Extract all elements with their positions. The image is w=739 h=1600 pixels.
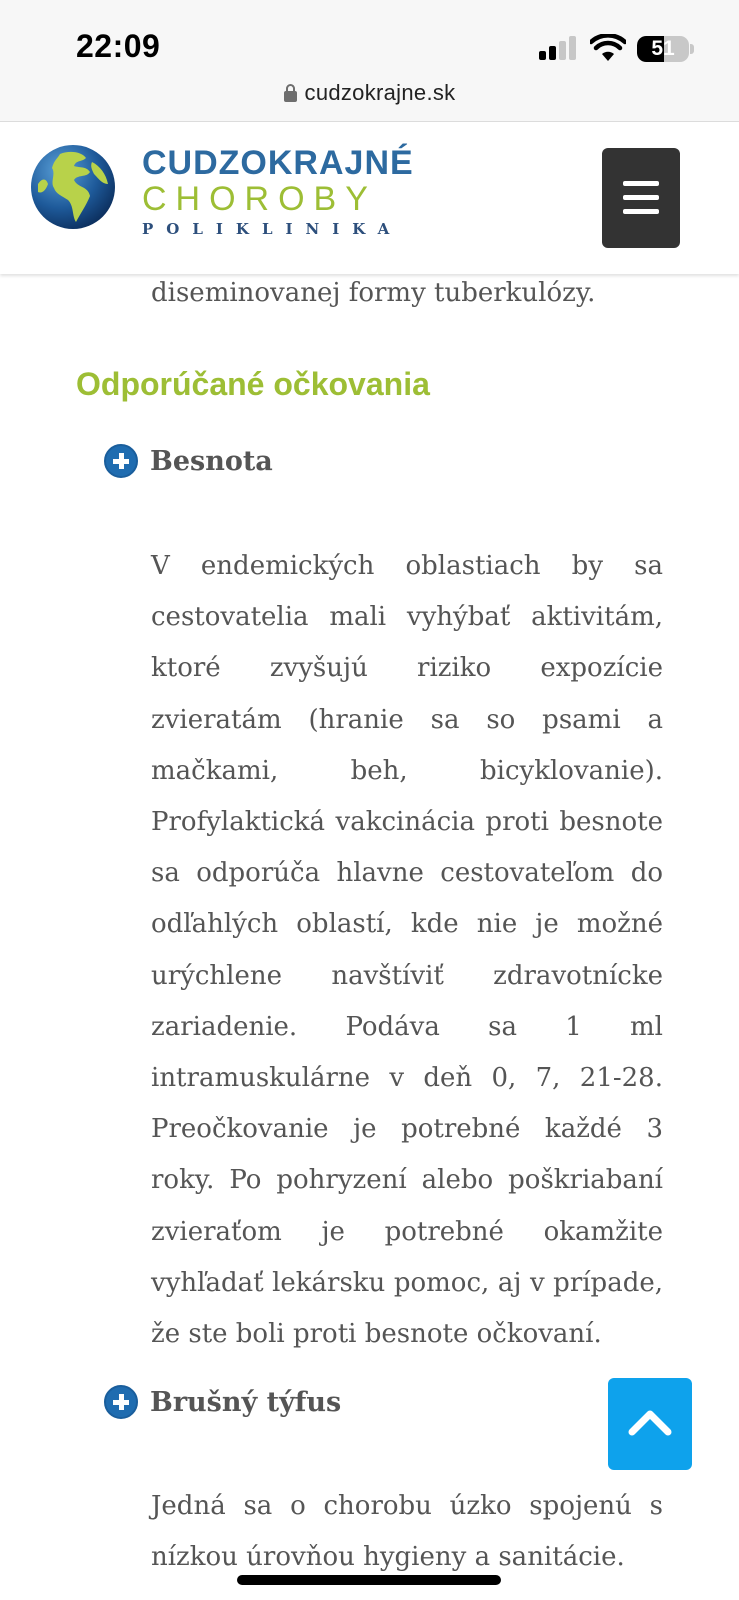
accordion-text-besnota: V endemických oblastiach by sa cestovatelia mali vyhýbať aktivitám, ktoré zvyšujú riziko expozície zvieratám (hranie sa so psami a mačkami, beh, bicyklovanie). Profylaktická vakcinácia proti besnote sa odporúča hlavne cestovateľom do odľahlých oblastí, kde nie je možné urýchlene navštíviť zdravotnícke zariadenie. Podáva sa 1 ml intramuskulárne v deň 0, 7, 21-28. Preočkovanie je potrebné každé 3 roky. Po pohryzení alebo poškriabaní zvieraťom je potrebné okamžite vyhľadať lekársku pomoc, aj v prípade, že ste boli proti besnote očkovaní. [151,551,663,1350]
status-time: 22:09 [76,28,161,64]
status-bar [0,0,739,80]
plus-circle-icon[interactable] [104,1385,138,1419]
logo-tagline: POLIKLINIKA [142,220,403,238]
battery-icon [637,36,689,62]
scroll-to-top-button[interactable] [608,1378,692,1470]
address-bar[interactable] [0,80,739,122]
lock-icon [284,84,297,102]
accordion-title[interactable]: Besnota [150,445,273,477]
chevron-up-icon [608,1378,692,1470]
menu-button[interactable] [602,148,680,248]
globe-icon [30,144,116,230]
plus-circle-icon[interactable] [104,444,138,478]
logo-title: CUDZOKRAJNÉ [142,144,414,182]
accordion-title[interactable]: Brušný týfus [150,1386,342,1418]
battery-level: 51 [651,37,675,60]
section-title: Odporúčané očkovania [76,366,430,402]
cellular-signal-icon [539,36,577,60]
accordion-text-brusny-tyfus: Jedná sa o chorobu úzko spojenú s nízkou úrovňou hygieny a sanitácie. [151,1491,663,1573]
site-logo[interactable] [30,142,414,252]
wifi-icon [590,34,626,62]
accordion-header-besnota[interactable] [104,441,273,481]
accordion-header-brusny-tyfus[interactable] [104,1382,341,1422]
url-text[interactable]: cudzokrajne.sk [304,80,456,105]
hamburger-icon [623,181,659,186]
intro-text: diseminovanej formy tuberkulózy. [151,278,596,308]
battery-cap [690,44,694,54]
site-header [0,122,739,274]
logo-subtitle: CHOROBY [142,180,377,218]
home-indicator[interactable] [237,1575,501,1585]
